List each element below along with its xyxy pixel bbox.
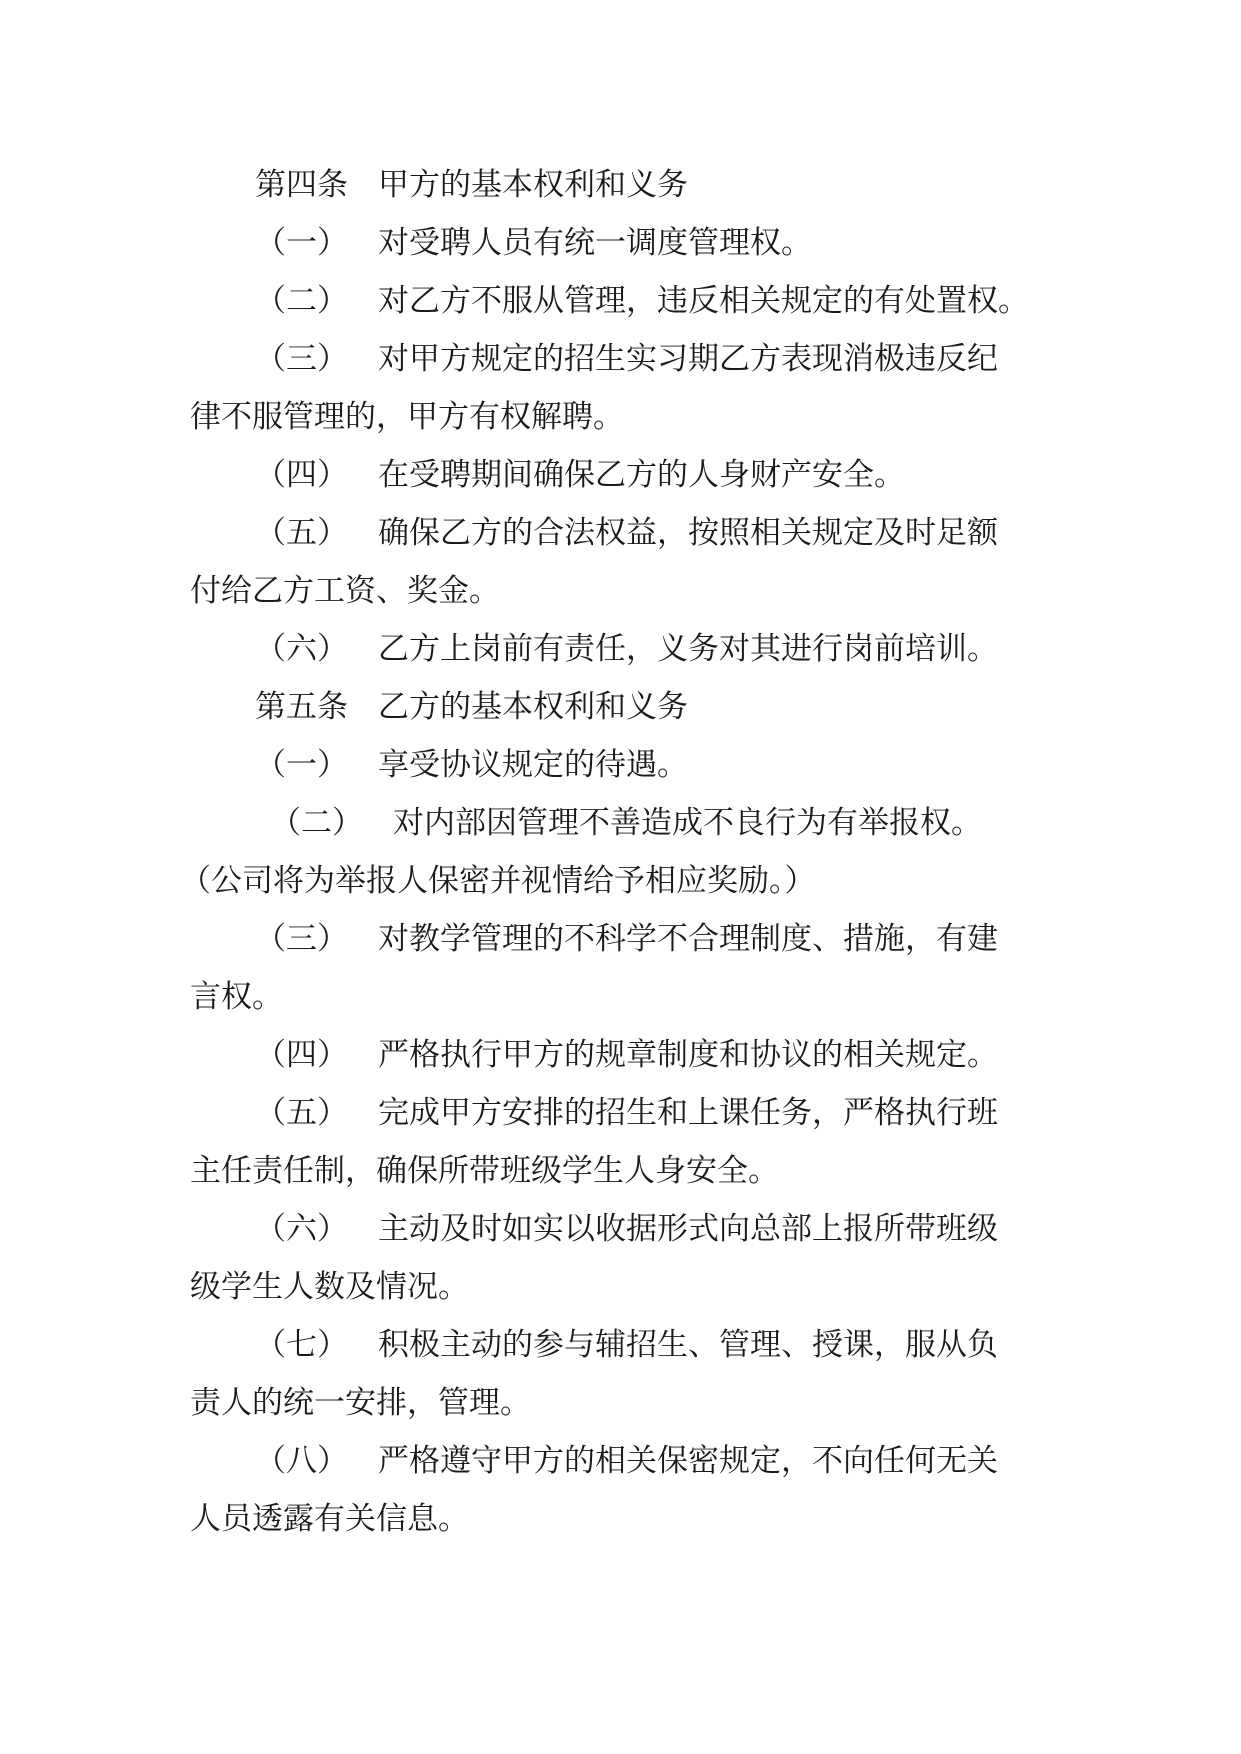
clause-text: 完成甲方安排的招生和上课任务，严格执行班 [378, 1095, 998, 1131]
clause-item [255, 919, 998, 959]
clause-number: （四） [255, 1037, 348, 1073]
clause-continuation: 律不服管理的，甲方有权解聘。 [190, 399, 624, 435]
article-title: 甲方的基本权利和义务 [378, 167, 688, 203]
clause-text: 在受聘期间确保乙方的人身财产安全。 [378, 457, 905, 493]
clause-text: 积极主动的参与辅招生、管理、授课，服从负 [378, 1327, 998, 1363]
clause-text: 对教学管理的不科学不合理制度、措施，有建 [378, 921, 998, 957]
clause-text: 对乙方不服从管理，违反相关规定的有处置权。 [378, 283, 1029, 319]
clause-continuation: 级学生人数及情况。 [190, 1269, 469, 1305]
article-5-heading [255, 687, 688, 727]
clause-number: （五） [255, 515, 348, 551]
clause-number: （二） [255, 283, 348, 319]
clause-continuation: （公司将为举报人保密并视情给予相应奖励。） [180, 863, 816, 899]
clause-item [255, 281, 1029, 321]
clause-text: 严格执行甲方的规章制度和协议的相关规定。 [378, 1037, 998, 1073]
article-title: 乙方的基本权利和义务 [378, 689, 688, 725]
clause-continuation: 主任责任制，确保所带班级学生人身安全。 [190, 1153, 779, 1189]
clause-number: （六） [255, 631, 348, 667]
clause-text: 享受协议规定的待遇。 [378, 747, 688, 783]
clause-item [255, 223, 812, 263]
clause-number: （一） [255, 225, 348, 261]
clause-number: （三） [255, 921, 348, 957]
clause-item [270, 803, 982, 843]
clause-item [255, 745, 688, 785]
clause-item [255, 339, 998, 379]
clause-text: 主动及时如实以收据形式向总部上报所带班级 [378, 1211, 998, 1247]
clause-text: 乙方上岗前有责任，义务对其进行岗前培训。 [378, 631, 998, 667]
clause-item [255, 1209, 998, 1249]
clause-item [255, 1093, 998, 1133]
clause-continuation: 责人的统一安排，管理。 [190, 1385, 531, 1421]
clause-number: （五） [255, 1095, 348, 1131]
clause-item [255, 455, 905, 495]
clause-text: 对甲方规定的招生实习期乙方表现消极违反纪 [378, 341, 998, 377]
clause-number: （三） [255, 341, 348, 377]
clause-text: 对内部因管理不善造成不良行为有举报权。 [393, 805, 982, 841]
article-4-heading [255, 165, 688, 205]
clause-text: 对受聘人员有统一调度管理权。 [378, 225, 812, 261]
article-number: 第五条 [255, 689, 348, 725]
clause-continuation: 人员透露有关信息。 [190, 1501, 469, 1537]
clause-item [255, 1441, 998, 1481]
clause-continuation: 付给乙方工资、奖金。 [190, 573, 500, 609]
clause-number: （六） [255, 1211, 348, 1247]
clause-number: （八） [255, 1443, 348, 1479]
clause-item [255, 629, 998, 669]
clause-item [255, 1035, 998, 1075]
clause-item [255, 513, 998, 553]
clause-number: （七） [255, 1327, 348, 1363]
clause-number: （二） [270, 805, 363, 841]
clause-text: 确保乙方的合法权益，按照相关规定及时足额 [378, 515, 998, 551]
clause-continuation: 言权。 [190, 979, 283, 1015]
clause-text: 严格遵守甲方的相关保密规定，不向任何无关 [378, 1443, 998, 1479]
clause-number: （一） [255, 747, 348, 783]
article-number: 第四条 [255, 167, 348, 203]
clause-item [255, 1325, 998, 1365]
clause-number: （四） [255, 457, 348, 493]
